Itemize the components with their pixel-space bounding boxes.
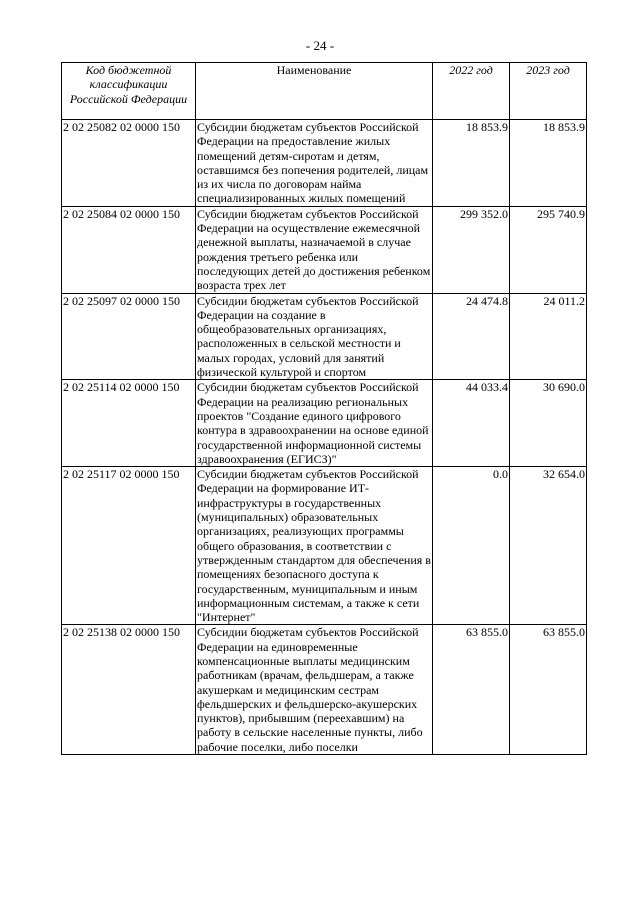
row-name: Субсидии бюджетам субъектов Российской Федерации на предоставление жилых помещений детям-сиротам и детям, оставшимся без попечения родителей, лицам из их числа по договорам найма специализированных жилых помещений [196, 120, 433, 207]
table-header-row [62, 63, 587, 120]
row-code: 2 02 25114 02 0000 150 [62, 380, 196, 467]
row-value-2023: 32 654.0 [510, 467, 587, 625]
row-code: 2 02 25097 02 0000 150 [62, 293, 196, 380]
header-name: Наименование [196, 63, 433, 120]
table-row [62, 206, 587, 293]
row-value-2022: 24 474.8 [433, 293, 510, 380]
row-value-2023: 24 011.2 [510, 293, 587, 380]
row-name: Субсидии бюджетам субъектов Российской Федерации на создание в общеобразовательных организациях, расположенных в сельской местности и малых городах, условий для занятий физической культурой и спортом [196, 293, 433, 380]
row-name: Субсидии бюджетам субъектов Российской Федерации на реализацию региональных проектов "Создание единого цифрового контура в здравоохранении на основе единой государственной информационной системы здравоохранения (ЕГИСЗ)" [196, 380, 433, 467]
row-value-2023: 295 740.9 [510, 206, 587, 293]
row-name: Субсидии бюджетам субъектов Российской Федерации на формирование ИТ-инфраструктуры в государственных (муниципальных) образовательных организациях, реализующих программы общего образования, в соответствии с утвержденным стандартом для обеспечения в помещениях безопасного доступа к государственным, муниципальным и иным информационным системам, а также к сети "Интернет" [197, 467, 431, 625]
row-value-2022: 63 855.0 [433, 625, 510, 755]
row-name: Субсидии бюджетам субъектов Российской Федерации на осуществление ежемесячной денежной выплаты, назначаемой в случае рождения третьего ребенка или последующих детей до достижения ребенком возраста трех лет [196, 206, 433, 293]
row-value-2022: 44 033.4 [433, 380, 510, 467]
row-code: 2 02 25084 02 0000 150 [62, 206, 196, 293]
row-value-2022: 299 352.0 [433, 206, 510, 293]
header-code: Код бюджетной классификации Российской Федерации [62, 63, 196, 120]
budget-table [61, 62, 587, 755]
row-code: 2 02 25082 02 0000 150 [62, 120, 196, 207]
row-value-2023: 63 855.0 [510, 625, 587, 755]
table-row [62, 293, 587, 380]
row-value-2023: 18 853.9 [510, 120, 587, 207]
page-number: - 24 - [305, 38, 335, 53]
header-year-2023: 2023 год [510, 63, 587, 120]
table-row [62, 380, 587, 467]
table-row [62, 625, 587, 755]
table-row [62, 120, 587, 207]
table-row [62, 467, 587, 625]
row-value-2022: 18 853.9 [433, 120, 510, 207]
row-code: 2 02 25138 02 0000 150 [62, 625, 196, 755]
row-code: 2 02 25117 02 0000 150 [62, 467, 196, 625]
header-year-2022: 2022 год [433, 63, 510, 120]
row-value-2023: 30 690.0 [510, 380, 587, 467]
row-name: Субсидии бюджетам субъектов Российской Федерации на единовременные компенсационные выплаты медицинским работникам (врачам, фельдшерам, а также акушеркам и медицинским сестрам фельдшерских и фельдшерско-акушерских пунктов), прибывшим (переехавшим) на работу в сельские населенные пункты, либо рабочие поселки, либо поселки [196, 625, 433, 755]
row-value-2022: 0.0 [433, 467, 510, 625]
